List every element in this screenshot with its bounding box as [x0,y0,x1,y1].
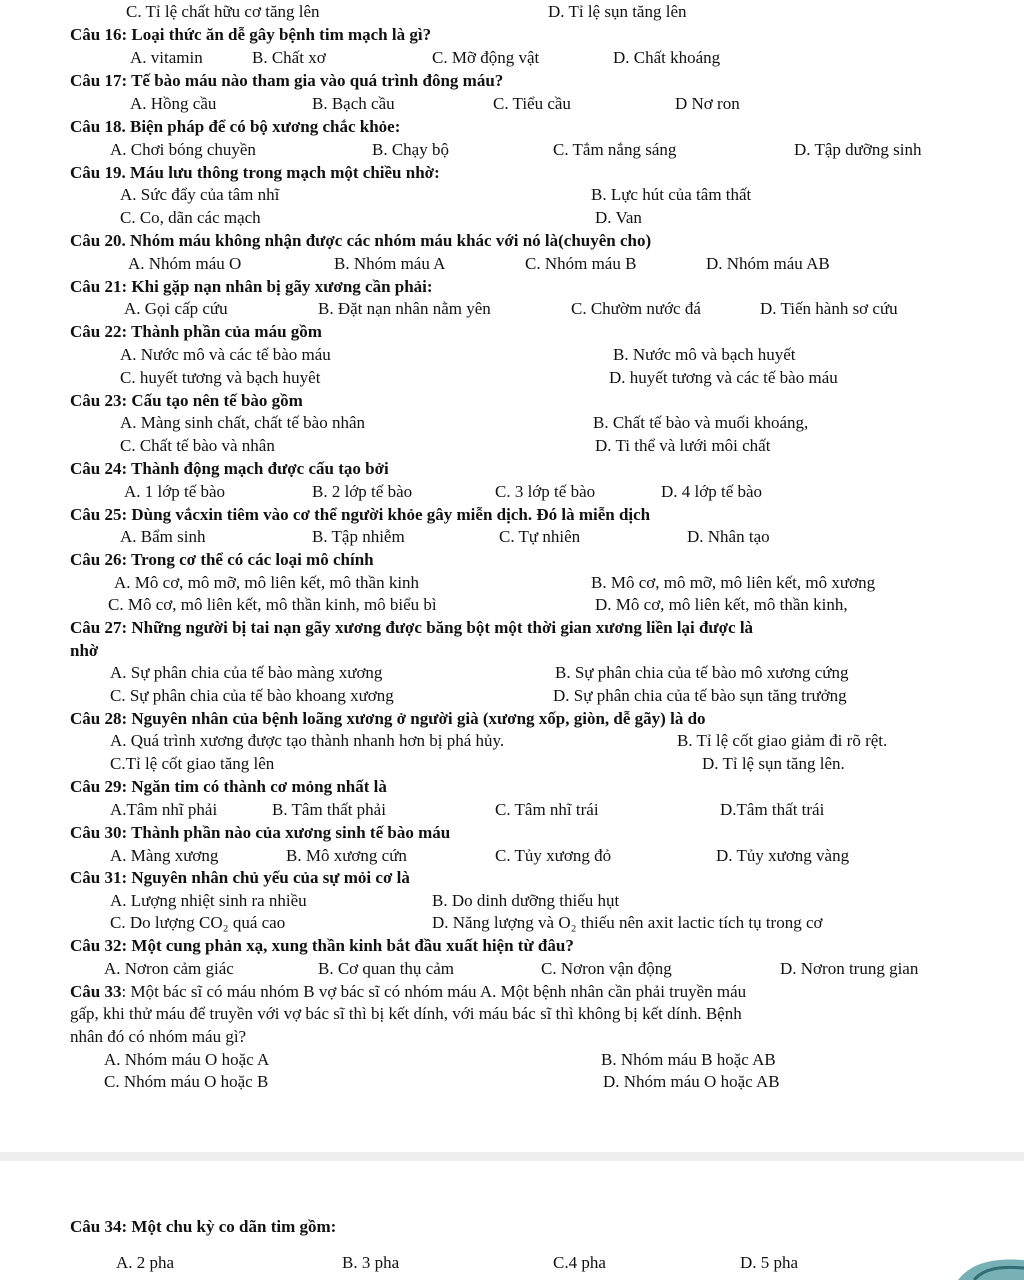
question-16: Câu 16: Loại thức ăn dễ gây bệnh tim mạch là gì? [70,25,432,44]
option-d: D. Sự phân chia của tế bào sụn tăng trưởng [553,686,847,705]
option-a: A. Nơron cảm giác [104,959,234,978]
option-c: C. Mỡ động vật [432,48,540,67]
option-d: D.Tâm thất trái [720,800,825,819]
option-d: D. Mô cơ, mô liên kết, mô thần kinh, [595,595,848,614]
option-d: D. Nơron trung gian [780,959,919,978]
option-c: C. Chườm nước đá [571,299,701,318]
option-d: D. Nhóm máu AB [706,254,830,273]
option-b: B. Chất tế bào và muối khoáng, [593,413,809,432]
question-24: Câu 24: Thành động mạch được cấu tạo bởi [70,459,389,478]
option-b: B. 2 lớp tế bào [312,482,413,501]
option-c: C. Tỉ lệ chất hữu cơ tăng lên [126,2,320,21]
option-d: D. Tủy xương vàng [716,846,850,865]
question-34: Câu 34: Một chu kỳ co dãn tim gồm: [70,1217,337,1236]
option-c: C. 3 lớp tế bào [495,482,596,501]
option-b: B. Tỉ lệ cốt giao giảm đi rõ rệt. [677,731,888,750]
option-c: C. huyết tương và bạch huyêt [120,368,321,387]
option-c: C.Tỉ lệ cốt giao tăng lên [110,754,275,773]
option-d: D. Tiến hành sơ cứu [760,299,898,318]
option-a: A. Hồng cầu [130,94,217,113]
question-27: Câu 27: Những người bị tai nạn gãy xương được băng bột một thời gian xương liền lại được là [70,618,754,637]
option-d: D. Van [595,208,642,227]
option-a: A. Màng xương [110,846,219,865]
option-a: A. 1 lớp tế bào [124,482,226,501]
option-c: C. Tự nhiên [499,527,581,546]
question-33-line-2: gấp, khi thử máu để truyền với vợ bác sĩ thì bị kết dính, với máu bác sĩ thì không bị kết dính. Bệnh [70,1004,742,1023]
question-33-line-3: nhân đó có nhóm máu gì? [70,1027,247,1046]
question-25: Câu 25: Dùng vắcxin tiêm vào cơ thể người khỏe gây miễn dịch. Đó là miễn dịch [70,505,651,524]
option-b: B. Nước mô và bạch huyết [613,345,796,364]
option-c: C. Chất tế bào và nhân [120,436,275,455]
option-a: A. Gọi cấp cứu [124,299,228,318]
question-19: Câu 19. Máu lưu thông trong mạch một chiều nhờ: [70,163,440,182]
option-b: B. Tâm thất phải [272,800,386,819]
option-d: D Nơ ron [675,94,740,113]
option-b: B. Mô xương cứn [286,846,407,865]
option-c: C. Nhóm máu B [525,254,637,273]
option-c: C. Sự phân chia của tế bào khoang xương [110,686,394,705]
option-a: A. vitamin [130,48,203,67]
option-a: A. Màng sinh chất, chất tế bào nhân [120,413,366,432]
option-c: C. Tâm nhĩ trái [495,800,599,819]
question-17: Câu 17: Tế bào máu nào tham gia vào quá trình đông máu? [70,71,504,90]
question-33-line-1 [70,982,746,1002]
option-c: C. Co, dãn các mạch [120,208,261,227]
question-22: Câu 22: Thành phần của máu gồm [70,322,322,341]
question-27-continued: nhờ [70,641,99,660]
option-c: C. Nhóm máu O hoặc B [104,1072,269,1091]
option-d: D. Năng lượng và O₂ thiếu nên axit lactic tích tụ trong cơ [432,913,823,932]
option-d: D. Tỉ lệ sụn tăng lên [548,2,687,21]
option-d: D. 5 pha [740,1253,799,1272]
option-b: B. Chạy bộ [372,140,449,159]
page-break [0,1152,1024,1161]
option-c: C. Tắm nắng sáng [553,140,677,159]
question-29: Câu 29: Ngăn tim có thành cơ mỏng nhất là [70,777,387,796]
question-33-label: Câu 33 [70,982,122,1001]
question-33-text: : Một bác sĩ có máu nhóm B vợ bác sĩ có nhóm máu A. Một bệnh nhân cần phải truyền máu [121,982,747,1001]
option-a: A. Lượng nhiệt sinh ra nhiều [110,891,307,910]
option-b: B. Nhóm máu A [334,254,446,273]
option-c: C. Mô cơ, mô liên kết, mô thần kinh, mô biểu bì [108,595,437,614]
question-28: Câu 28: Nguyên nhân của bệnh loãng xương ở người già (xương xốp, giòn, dễ gãy) là do [70,709,706,728]
question-21: Câu 21: Khi gặp nạn nhân bị gãy xương cần phải: [70,277,433,296]
option-b: B. Tập nhiễm [312,527,405,546]
option-b: B. Chất xơ [252,48,326,67]
option-a: A. Mô cơ, mô mỡ, mô liên kết, mô thần kinh [114,573,420,592]
option-b: B. Sự phân chia của tế bào mô xương cứng [555,663,849,682]
option-b: B. Cơ quan thụ cảm [318,959,454,978]
option-d: D. Nhân tạo [687,527,770,546]
option-a: A. Quá trình xương được tạo thành nhanh hơn bị phá hủy. [110,731,505,750]
option-d: D. Ti thể và lưới môi chất [595,436,771,455]
option-c: C.4 pha [553,1253,606,1272]
option-d: D. Tỉ lệ sụn tăng lên. [702,754,845,773]
option-a: A. Nhóm máu O hoặc A [104,1050,270,1069]
option-d: D. Tập dưỡng sinh [794,140,922,159]
option-a: A. Chơi bóng chuyền [110,140,256,159]
option-a: A. Nước mô và các tế bào máu [120,345,331,364]
option-a: A. Sự phân chia của tế bào màng xương [110,663,383,682]
question-23: Câu 23: Cấu tạo nên tế bào gồm [70,391,303,410]
question-32: Câu 32: Một cung phản xạ, xung thần kinh bắt đầu xuất hiện từ đâu? [70,936,574,955]
option-a: A. Bẩm sinh [120,527,206,546]
option-c: C. Do lượng CO₂ quá cao [110,913,286,932]
option-d: D. 4 lớp tế bào [661,482,763,501]
option-d: D. Chất khoáng [613,48,721,67]
option-b: B. Nhóm máu B hoặc AB [601,1050,776,1069]
question-31: Câu 31: Nguyên nhân chủ yếu của sự mỏi cơ là [70,868,410,887]
option-b: B. Lực hút của tâm thất [591,185,752,204]
option-c: C. Tủy xương đỏ [495,846,612,865]
question-18: Câu 18. Biện pháp để có bộ xương chắc khỏe: [70,117,401,136]
option-a: A. Nhóm máu O [128,254,242,273]
option-b: B. Bạch cầu [312,94,395,113]
question-26: Câu 26: Trong cơ thể có các loại mô chính [70,550,374,569]
option-b: B. Do dinh dưỡng thiếu hụt [432,891,620,910]
question-20: Câu 20. Nhóm máu không nhận được các nhóm máu khác với nó là(chuyên cho) [70,231,652,250]
decorative-corner-graphic [954,1254,1024,1280]
option-a: A.Tâm nhĩ phải [110,800,218,819]
option-a: A. 2 pha [116,1253,175,1272]
option-d: D. Nhóm máu O hoặc AB [603,1072,780,1091]
option-b: B. Đặt nạn nhân nằm yên [318,299,491,318]
question-30: Câu 30: Thành phần nào của xương sinh tế bào máu [70,823,451,842]
option-c: C. Tiểu cầu [493,94,571,113]
option-a: A. Sức đẩy của tâm nhĩ [120,185,280,204]
option-c: C. Nơron vận động [541,959,672,978]
option-d: D. huyết tương và các tế bào máu [609,368,838,387]
option-b: B. 3 pha [342,1253,400,1272]
option-b: B. Mô cơ, mô mỡ, mô liên kết, mô xương [591,573,876,592]
